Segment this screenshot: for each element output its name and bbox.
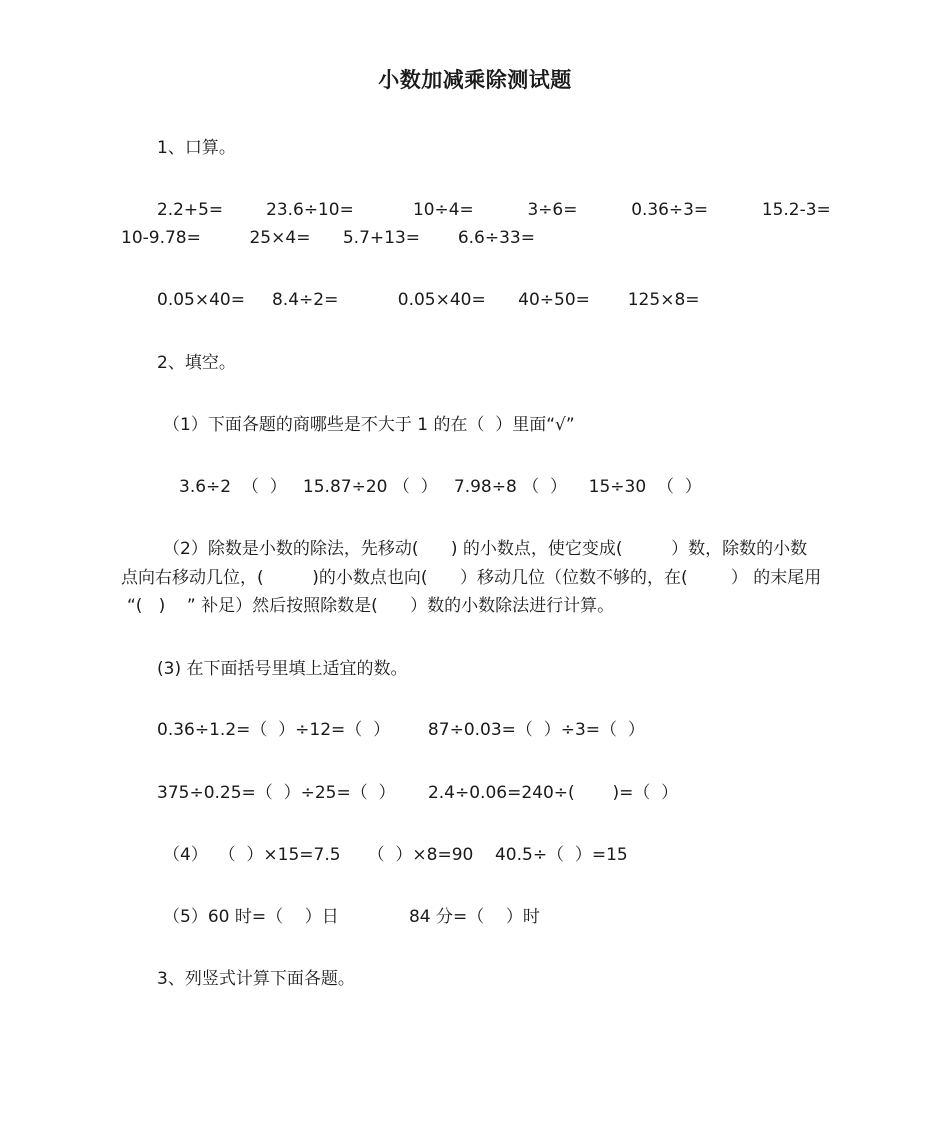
- section-1-heading: 1、口算。: [157, 138, 236, 158]
- oral-calc-row-2: 0.05×40= 8.4÷2= 0.05×40= 40÷50= 125×8=: [157, 290, 700, 310]
- question-2-line-1: （2）除数是小数的除法，先移动( ) 的小数点，使它变成( ）数，除数的小数: [163, 539, 808, 559]
- section-3-heading: 3、列竖式计算下面各题。: [157, 969, 355, 989]
- question-3-row-1: 0.36÷1.2=（ ）÷12=（ ） 87÷0.03=（ ）÷3=（ ）: [157, 720, 645, 740]
- question-4: （4） （ ）×15=7.5 （ ）×8=90 40.5÷（ ）=15: [163, 845, 628, 865]
- oral-calc-row-1: 2.2+5= 23.6÷10= 10÷4= 3÷6= 0.36÷3= 15.2-3=: [157, 200, 831, 220]
- question-2-line-3: “( ) ” 补足）然后按照除数是( ）数的小数除法进行计算。: [127, 596, 615, 616]
- question-1-items: 3.6÷2 （ ） 15.87÷20 （ ） 7.98÷8 （ ） 15÷30 （ ）: [179, 477, 702, 497]
- question-3-row-2: 375÷0.25=（ ）÷25=（ ） 2.4÷0.06=240÷( )=（ ）: [157, 783, 679, 803]
- oral-calc-row-1-wrap: 10-9.78= 25×4= 5.7+13= 6.6÷33=: [121, 228, 535, 248]
- question-5: （5）60 时=（ ）日 84 分=（ ）时: [163, 907, 540, 927]
- section-2-heading: 2、填空。: [157, 353, 236, 373]
- question-2-line-2: 点向右移动几位，( )的小数点也向( ）移动几位（位数不够的，在( ） 的末尾用: [121, 568, 822, 588]
- question-3-prompt: (3) 在下面括号里填上适宜的数。: [157, 659, 408, 679]
- question-1-prompt: （1）下面各题的商哪些是不大于 1 的在（ ）里面“√”: [163, 415, 575, 435]
- page-title: 小数加减乘除测试题: [378, 68, 572, 92]
